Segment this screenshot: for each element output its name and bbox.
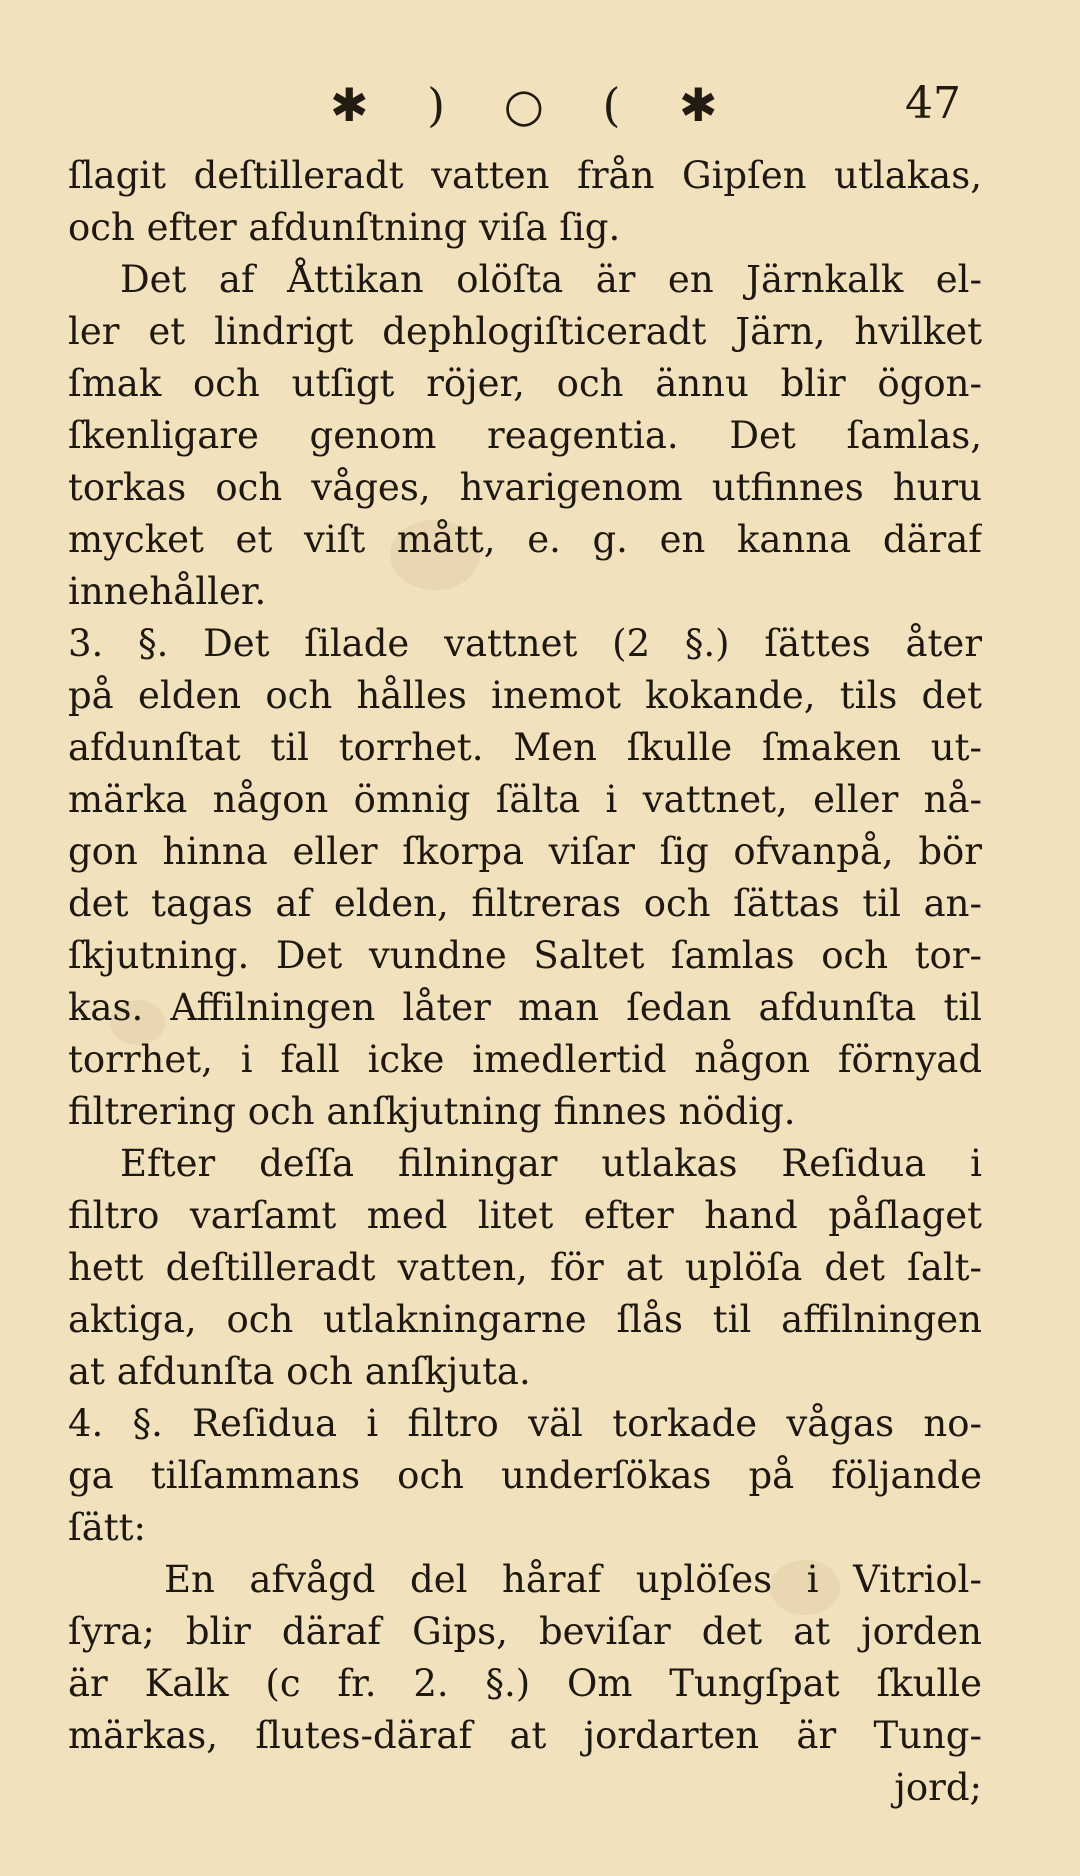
text-line: gon hinna eller ſkorpa viſar ſig ofvanpå, bör bbox=[68, 830, 982, 873]
text-line: 3. §. Det ſilade vattnet (2 §.) ſättes åter bbox=[68, 622, 982, 665]
text-line: ſlagit deſtilleradt vatten från Gipſen utlakas, bbox=[68, 154, 982, 197]
text-line: ſkjutning. Det vundne Saltet ſamlas och tor- bbox=[68, 934, 982, 977]
text-line: märka någon ömnig ſälta i vattnet, eller nå- bbox=[68, 778, 982, 821]
text-line: En afvågd del håraf uplöſes i Vitriol- bbox=[164, 1558, 982, 1601]
text-line: afdunſtat til torrhet. Men ſkulle ſmaken ut- bbox=[68, 726, 982, 769]
text-line: ſyra; blir däraf Gips, beviſar det at jorden bbox=[68, 1610, 982, 1653]
text-line: jord; bbox=[894, 1766, 982, 1809]
text-line: märkas, ſlutes-däraf at jordarten är Tung- bbox=[68, 1714, 982, 1757]
text-line: på elden och hålles inemot kokande, tils det bbox=[68, 674, 982, 717]
page-text bbox=[68, 150, 982, 1814]
text-line: det tagas af elden, filtreras och ſättas til an- bbox=[68, 882, 982, 925]
text-line: är Kalk (c fr. 2. §.) Om Tungſpat ſkulle bbox=[68, 1662, 982, 1705]
text-line: hett deſtilleradt vatten, för at uplöſa det ſalt- bbox=[68, 1246, 982, 1289]
header-ornament: ✱ ) ○ ( ✱ bbox=[330, 78, 740, 132]
text-line: Det af Åttikan olöſta är en Järnkalk el- bbox=[120, 258, 982, 301]
text-line: aktiga, och utlakningarne ſlås til affilningen bbox=[68, 1298, 982, 1341]
text-line: ler et lindrigt dephlogiſticeradt Järn, hvilket bbox=[68, 310, 982, 353]
text-line: ſätt: bbox=[68, 1506, 146, 1549]
text-line: och efter afdunſtning viſa ſig. bbox=[68, 206, 621, 249]
text-line: innehåller. bbox=[68, 570, 267, 613]
text-line: ſkenligare genom reagentia. Det ſamlas, bbox=[68, 414, 982, 457]
text-line: 4. §. Reſidua i filtro väl torkade vågas no- bbox=[68, 1402, 982, 1445]
page-number: 47 bbox=[905, 78, 961, 129]
text-line: at afdunſta och anſkjuta. bbox=[68, 1350, 531, 1393]
text-line: filtro varſamt med litet efter hand påſlaget bbox=[68, 1194, 982, 1237]
text-line: Efter deſſa filningar utlakas Reſidua i bbox=[120, 1142, 982, 1185]
page-header bbox=[0, 78, 1080, 138]
text-line: kas. Affilningen låter man ſedan afdunſta til bbox=[68, 986, 982, 1029]
text-line: ſmak och utſigt röjer, och ännu blir ögon- bbox=[68, 362, 982, 405]
text-line: ga tilſammans och underſökas på följande bbox=[68, 1454, 982, 1497]
text-line: filtrering och anſkjutning finnes nödig. bbox=[68, 1090, 796, 1133]
text-line: torkas och våges, hvarigenom utfinnes huru bbox=[68, 466, 982, 509]
text-line: torrhet, i fall icke imedlertid någon förnyad bbox=[68, 1038, 982, 1081]
text-line: mycket et viſt mått, e. g. en kanna däraf bbox=[68, 518, 982, 561]
